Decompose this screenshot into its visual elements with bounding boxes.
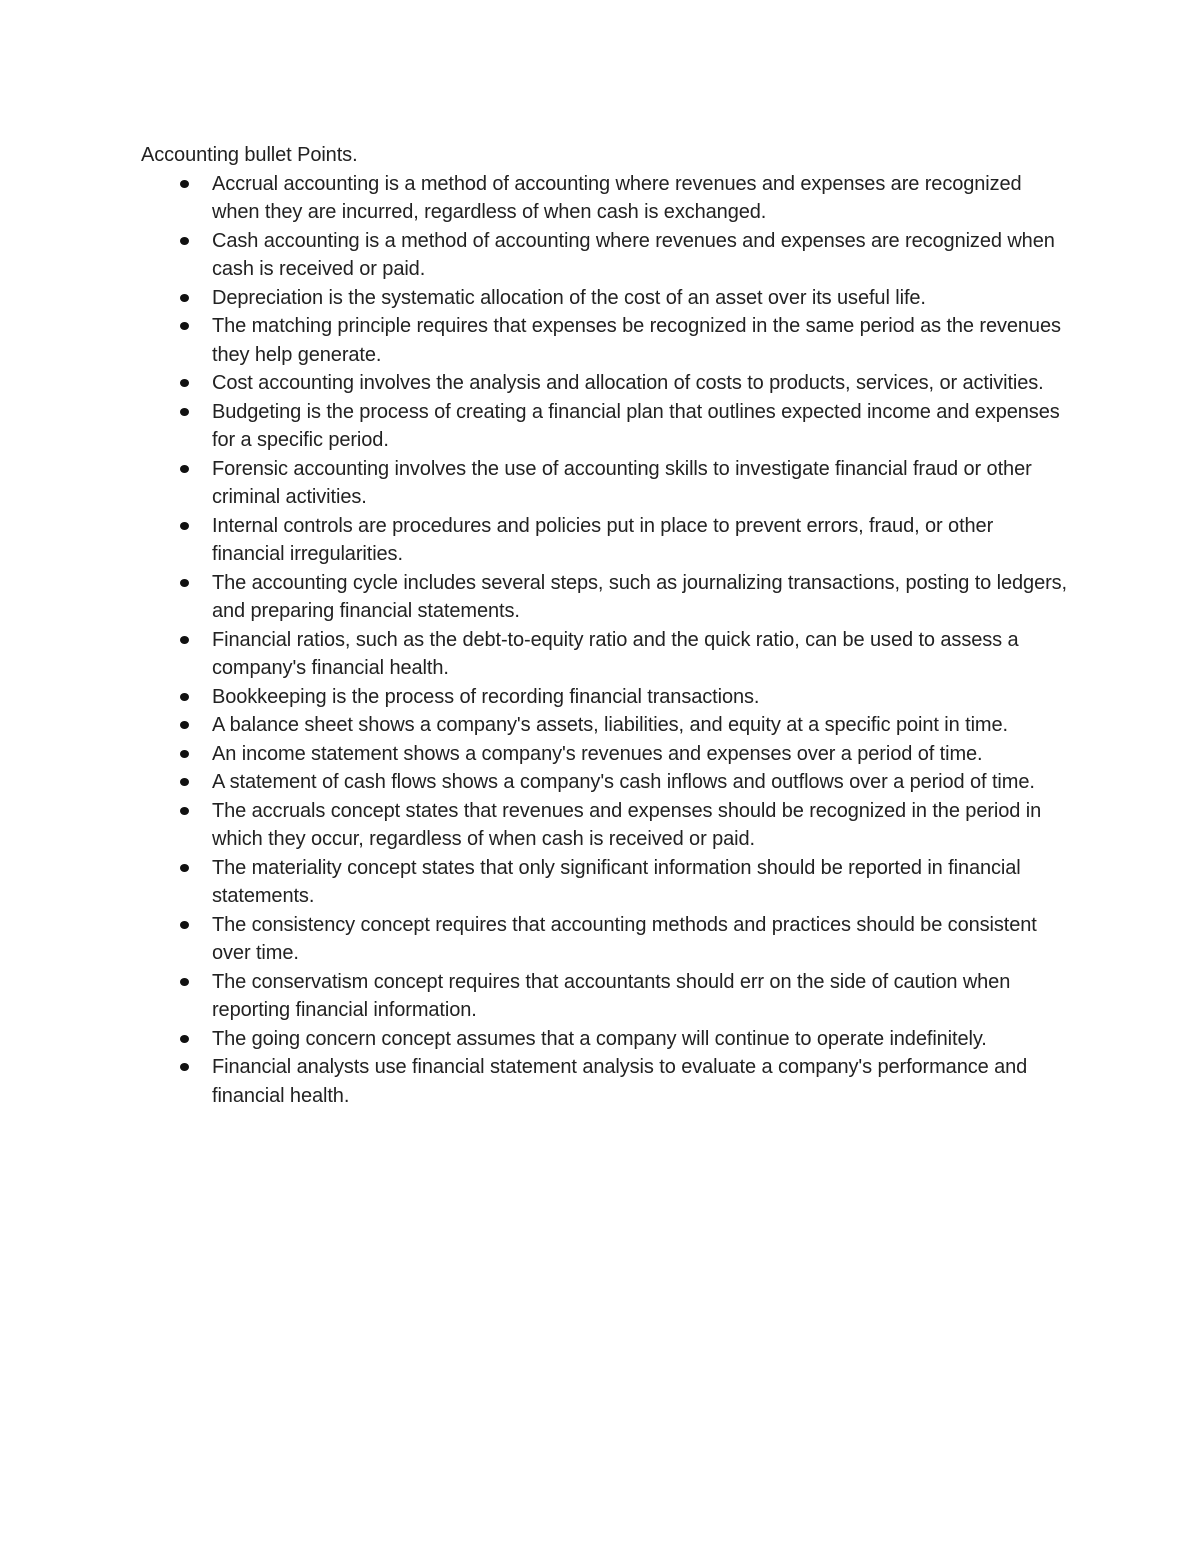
bullet-text: Budgeting is the process of creating a financial plan that outlines expected income and expenses for a specific period. [212,400,1060,451]
bullet-text: Depreciation is the systematic allocation of the cost of an asset over its useful life. [212,286,926,309]
bullet-dot-icon [180,522,189,530]
bullet-text: Accrual accounting is a method of accounting where revenues and expenses are recognized when they are incurred, regardless of when cash is exchanged. [212,172,1022,223]
bullet-text: Cost accounting involves the analysis and allocation of costs to products, services, or activities. [212,372,1044,394]
bullet-item [141,1025,1071,1054]
bullet-item [141,284,1071,313]
bullet-text: The accounting cycle includes several steps, such as journalizing transactions, posting to ledgers, and preparing financial statements. [212,571,1068,622]
bullet-text: Forensic accounting involves the use of accounting skills to investigate financial fraud or other criminal activities. [212,457,1032,508]
bullet-dot-icon [180,322,189,330]
bullet-text: Bookkeeping is the process of recording financial transactions. [212,685,760,708]
bullet-dot-icon [180,408,189,416]
bullet-item [141,711,1071,740]
bullet-text: A balance sheet shows a company's assets, liabilities, and equity at a specific point in time. [212,714,1008,736]
bullet-item [141,569,1071,626]
bullet-item [141,512,1071,569]
bullet-text: Internal controls are procedures and policies put in place to prevent errors, fraud, or other financial irregularities. [212,514,994,565]
bullet-dot-icon [180,579,189,587]
bullet-dot-icon [180,721,189,729]
bullet-dot-icon [180,1035,189,1043]
bullet-dot-icon [180,921,189,929]
bullet-dot-icon [180,778,189,786]
bullet-text: Financial ratios, such as the debt-to-equity ratio and the quick ratio, can be used to assess a company's financial health. [212,628,1019,679]
bullet-dot-icon [180,693,189,701]
bullet-dot-icon [180,180,189,188]
bullet-dot-icon [180,379,189,387]
bullet-text: The materiality concept states that only significant information should be reported in financial statements. [212,856,1021,907]
bullet-item [141,683,1071,712]
bullet-dot-icon [180,237,189,245]
bullet-text: The going concern concept assumes that a company will continue to operate indefinitely. [212,1027,987,1050]
bullet-text: A statement of cash flows shows a company's cash inflows and outflows over a period of time. [212,771,1035,793]
bullet-text: An income statement shows a company's revenues and expenses over a period of time. [212,742,983,765]
bullet-text: The consistency concept requires that accounting methods and practices should be consistent over time. [212,913,1037,964]
bullet-item [141,626,1071,683]
bullet-text: The accruals concept states that revenues and expenses should be recognized in the period in which they occur, regardless of when cash is received or paid. [212,799,1042,850]
bullet-item [141,312,1071,369]
document-content [141,141,1071,1110]
bullet-item [141,968,1071,1025]
bullet-dot-icon [180,294,189,302]
bullet-list [141,170,1071,1111]
bullet-dot-icon [180,807,189,815]
bullet-item [141,227,1071,284]
bullet-item [141,369,1071,398]
bullet-dot-icon [180,864,189,872]
bullet-item [141,854,1071,911]
bullet-dot-icon [180,465,189,473]
bullet-dot-icon [180,1063,189,1071]
bullet-dot-icon [180,636,189,644]
bullet-item [141,768,1071,797]
bullet-item [141,740,1071,769]
document-title: Accounting bullet Points. [141,144,358,166]
bullet-item [141,170,1071,227]
bullet-item [141,455,1071,512]
bullet-item [141,797,1071,854]
bullet-text: Cash accounting is a method of accounting where revenues and expenses are recognized when cash is received or paid. [212,229,1055,280]
bullet-item [141,398,1071,455]
bullet-item [141,911,1071,968]
bullet-text: The matching principle requires that expenses be recognized in the same period as the revenues they help generate. [212,315,1061,366]
bullet-text: The conservatism concept requires that accountants should err on the side of caution when reporting financial information. [212,970,1011,1021]
bullet-item [141,1053,1071,1110]
bullet-text: Financial analysts use financial statement analysis to evaluate a company's performance and financial health. [212,1056,1028,1107]
bullet-dot-icon [180,978,189,986]
bullet-dot-icon [180,750,189,758]
